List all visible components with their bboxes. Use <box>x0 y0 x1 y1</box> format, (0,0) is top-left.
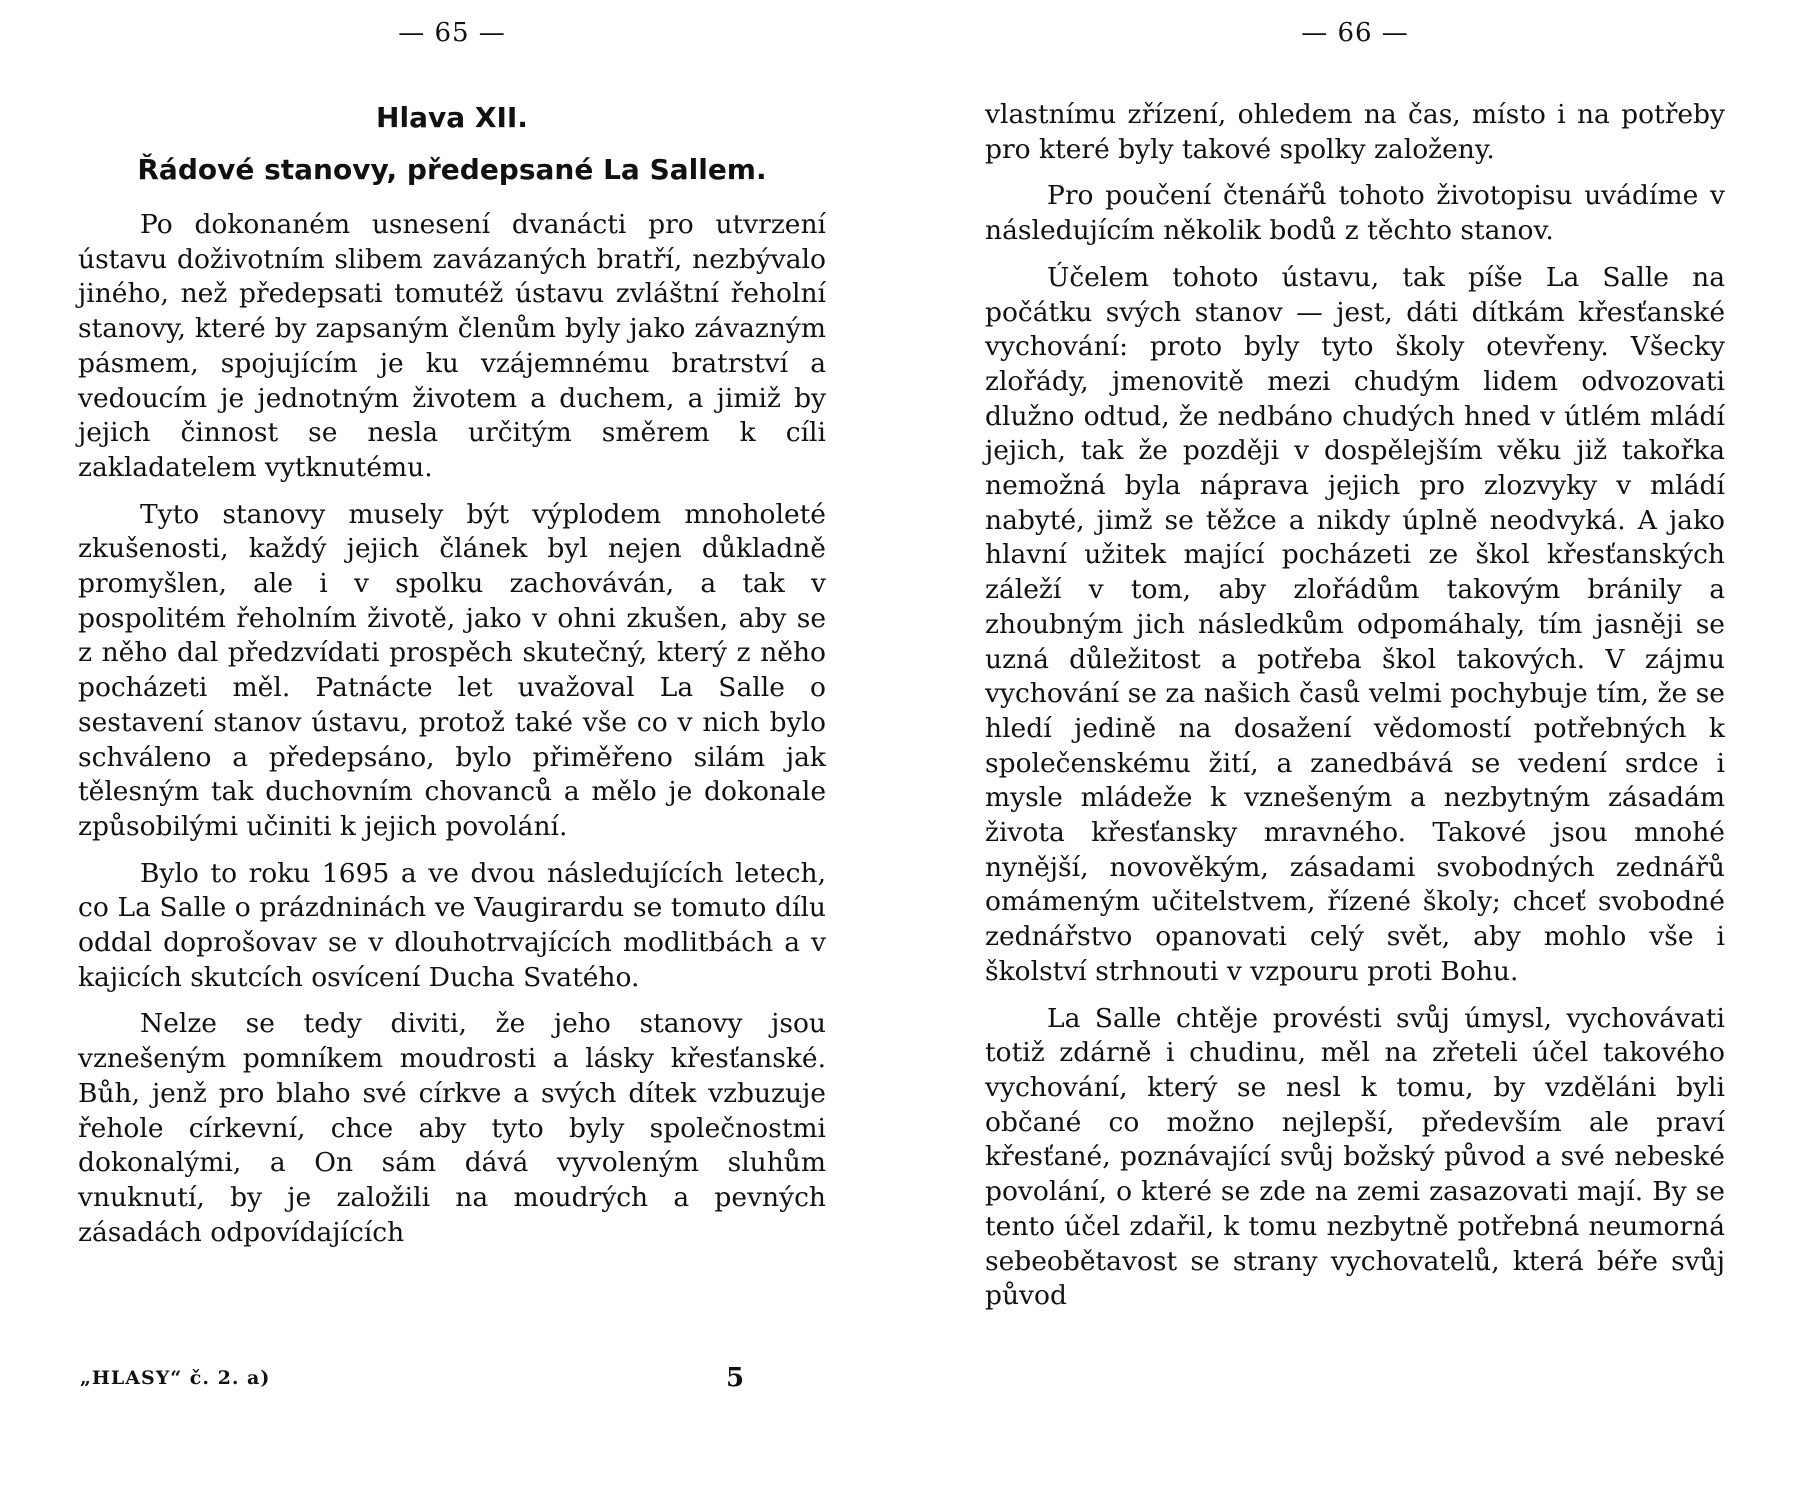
left-page-body <box>78 98 826 1262</box>
paragraph: Po dokonaném usnesení dvanácti pro utvrzení ústavu doživotním slibem zavázaných bratří, nezbývalo jiného, než předepsati tomutéž ústavu zvláštní řeholní stanovy, které by zapsaným členům byly jako závazným pásmem, spojujícím je ku vzájemnému bratrství a vedoucím je jednotným životem a duchem, a jimiž by jejich činnost se nesla určitým směrem k cíli zakladatelem vytknutému. <box>78 209 826 483</box>
paragraph: Pro poučení čtenářů tohoto životopisu uvádíme v následujícím několik bodů z těchto stanov. <box>985 180 1725 247</box>
paragraph: La Salle chtěje provésti svůj úmysl, vychovávati totiž zdárně i chudinu, měl na zřeteli účel takového vychování, který se nesl k tomu, by vzděláni byli občané co možno nejlepší, především ale praví křesťané, poznávající svůj božský původ a své nebeské povolání, o které se zde na zemi zasazovati mají. By se tento účel zdařil, k tomu nezbytně potřebná neumorná sebeobětavost se strany vychovatelů, která béře svůj původ <box>985 1002 1725 1312</box>
footer-sheet-number: 5 <box>726 1363 745 1393</box>
paragraph-continued: vlastnímu zřízení, ohledem na čas, místo i na potřeby pro které byly takové spolky založeny. <box>985 99 1725 165</box>
chapter-heading: Hlava XII. <box>376 101 528 134</box>
page-footer <box>78 1363 826 1393</box>
right-page <box>985 0 1725 1500</box>
left-page <box>78 0 826 1500</box>
paragraph: Účelem tohoto ústavu, tak píše La Salle na počátku svých stanov — jest, dáti dítkám křesťanské vychování: proto byly tyto školy otevřeny. Všecky zlořády, jmenovitě mezi chudým lidem odvozovati dlužno odtud, že nedbáno chudých hned v útlém mládí jejich, tak že později v dospělejším věku již takořka nemožná byla náprava jejich pro zlozvyky v mládí nabyté, jimž se těžce a nikdy úplně neodvyká. A jako hlavní užitek mající pocházeti ze škol křesťanských záleží v tom, aby zlořádům takovým bránily a zhoubným jich následkům odpomáhaly, tím jasněji se uzná důležitost a potřeba škol takových. V zájmu vychování se za našich časů velmi pochybuje tím, že se hledí jedině na dosažení vědomostí potřebných k společenskému žití, a zanedbává se vedení srdce i mysle mládeže k vznešeným a nezbytným zásadám života křesťansky mravného. Takové jsou mnohé nynější, novověkým, zásadami svobodných zednářů omámeným učitelstvem, řízené školy; chceť svobodné zednářstvo opanovati celý svět, aby mohlo vše i školství strhnouti v vzpouru proti Bohu. <box>985 261 1725 987</box>
chapter-title: Řádové stanovy, předepsané La Sallem. <box>137 153 767 186</box>
paragraph: Bylo to roku 1695 a ve dvou následujících letech, co La Salle o prázdninách ve Vaugirardu se tomuto dílu oddal doprošovav se v dlouhotrvajících modlitbách a v kajicích skutcích osvícení Ducha Svatého. <box>78 857 826 993</box>
page-number-left: — 65 — <box>398 18 506 48</box>
paragraph: Nelze se tedy diviti, že jeho stanovy jsou vznešeným pomníkem moudrosti a lásky křesťanské. Bůh, jenž pro blaho své církve a svých dítek vzbuzuje řehole církevní, chce aby tyto byly společnostmi dokonalými, a On sám dává vyvoleným sluhům vnuknutí, by je založili na moudrých a pevných zásadách odpovídajících <box>78 1008 826 1248</box>
page-number-right: — 66 — <box>1301 18 1409 48</box>
right-page-body <box>985 98 1725 1326</box>
footer-signature: „HLASY“ č. 2. a) <box>80 1367 271 1389</box>
paragraph: Tyto stanovy musely být výplodem mnoholeté zkušenosti, každý jejich článek byl nejen důkladně promyšlen, ale i v spolku zachováván, a tak v pospolitém řeholním životě, jako v ohni zkušen, aby se z něho dal předzvídati prospěch skutečný, který z něho pocházeti měl. Patnácte let uvažoval La Salle o sestavení stanov ústavu, protož také vše co v nich bylo schváleno a předepsáno, bylo přiměřeno silám jak tělesným tak duchovním chovanců a mělo je dokonale způsobilými učiniti k jejich povolání. <box>78 498 826 842</box>
